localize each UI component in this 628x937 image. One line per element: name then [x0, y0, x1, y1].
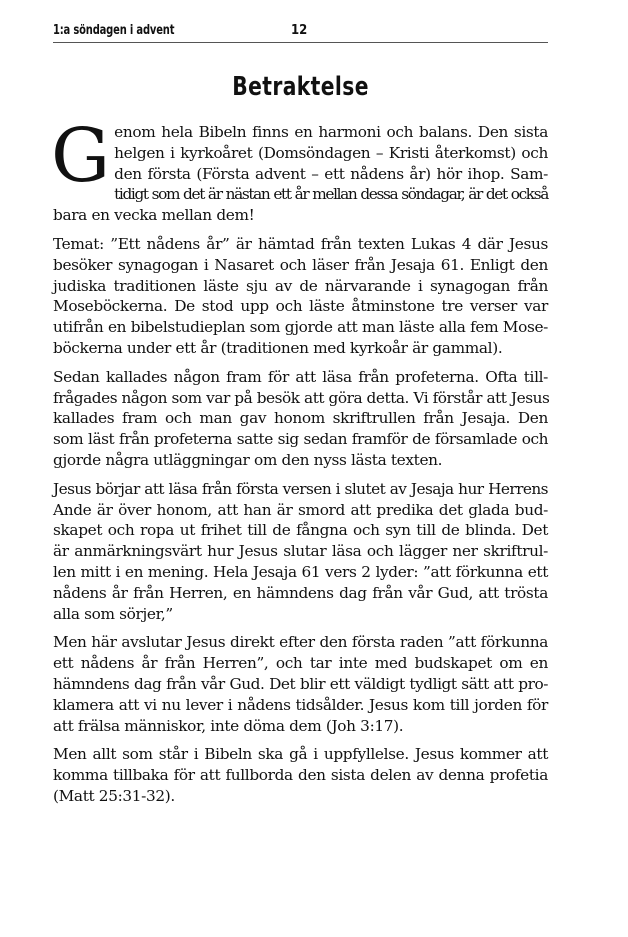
text-line: alla som sörjer,”: [53, 604, 173, 623]
paragraph-6: [53, 744, 548, 806]
article-body: [51, 113, 550, 815]
text-line: gjorde några utläggningar om den nyss lästa texten.: [53, 450, 443, 469]
text-line: skapet och ropa ut frihet till de fångna och syn till de blinda. Det: [53, 521, 548, 540]
text-line: besöker synagogan i Nasaret och läser från Jesaja 61. Enligt den: [53, 255, 548, 274]
text-line: Temat: ”Ett nådens år” är hämtad från texten Lukas 4 där Jesus: [53, 234, 548, 253]
text-line: utifrån en bibelstudieplan som gjorde att man läste alla fem Mose-: [53, 318, 548, 337]
text-line: böckerna under ett år (traditionen med kyrkoår är gammal).: [53, 338, 503, 357]
text-line: tidigt som det är nästan ett år mellan dessa söndagar, är det också: [114, 185, 548, 204]
drop-cap: G: [51, 113, 111, 199]
text-line: hämndens dag från vår Gud. Det blir ett väldigt tydligt sätt att pro-: [53, 674, 548, 693]
text-line: som läst från profeterna satte sig sedan framför de församlade och: [53, 430, 548, 449]
text-line: Ande är över honom, att han är smord att predika det glada bud-: [53, 500, 548, 519]
text-line: helgen i kyrkoåret (Domsöndagen – Kristi återkomst) och: [114, 143, 548, 162]
paragraph-4: [53, 479, 548, 625]
running-header: [53, 20, 548, 43]
text-line: nådens år från Herren, en hämndens dag från vår Gud, att trösta: [53, 583, 548, 602]
page-title-text: Betraktelse: [232, 72, 369, 102]
text-line: Men här avslutar Jesus direkt efter den första raden ”att förkunna: [53, 633, 548, 652]
text-line: (Matt 25:31-32).: [53, 786, 175, 805]
paragraph-1: [51, 113, 548, 226]
text-line: Men allt som står i Bibeln ska gå i uppfyllelse. Jesus kommer att: [53, 745, 548, 764]
text-line: ett nådens år från Herren”, och tar inte med budskapet om en: [53, 654, 548, 673]
page-number: 12: [291, 23, 308, 38]
text-line: Jesus börjar att läsa från första versen i slutet av Jesaja hur Herrens: [53, 479, 548, 498]
text-line: judiska traditionen läste sju av de närvarande i synagogan från: [53, 276, 548, 295]
text-line: Moseböckerna. De stod upp och läste åtminstone tre verser var: [53, 297, 548, 316]
text-line: len mitt i en mening. Hela Jesaja 61 vers 2 lyder: ”att förkunna ett: [53, 562, 548, 581]
text-line: den första (Första advent – ett nådens år) hör ihop. Sam-: [114, 164, 548, 183]
section-title: 1:a söndagen i advent: [53, 23, 175, 38]
paragraph-2: [53, 234, 548, 359]
text-line: Sedan kallades någon fram för att läsa från profeterna. Ofta till-: [53, 367, 548, 386]
paragraph-3: [53, 367, 548, 471]
text-line: bara en vecka mellan dem!: [53, 206, 255, 225]
text-line: frågades någon som var på besök att göra detta. Vi förstår att Jesus: [53, 388, 550, 407]
text-line: kallades fram och man gav honom skriftrullen från Jesaja. Den: [53, 409, 548, 428]
page-title: [53, 72, 548, 102]
text-line: komma tillbaka för att fullborda den sista delen av denna profetia: [53, 766, 548, 785]
text-line: enom hela Bibeln finns en harmoni och balans. Den sista: [114, 123, 548, 141]
text-line: att frälsa människor, inte döma dem (Joh 3:17).: [53, 716, 404, 735]
text-line: är anmärkningsvärt hur Jesus slutar läsa och lägger ner skriftrul-: [53, 542, 548, 561]
text-line: klamera att vi nu lever i nådens tidsålder. Jesus kom till jorden för: [53, 695, 548, 714]
paragraph-5: [53, 632, 548, 736]
